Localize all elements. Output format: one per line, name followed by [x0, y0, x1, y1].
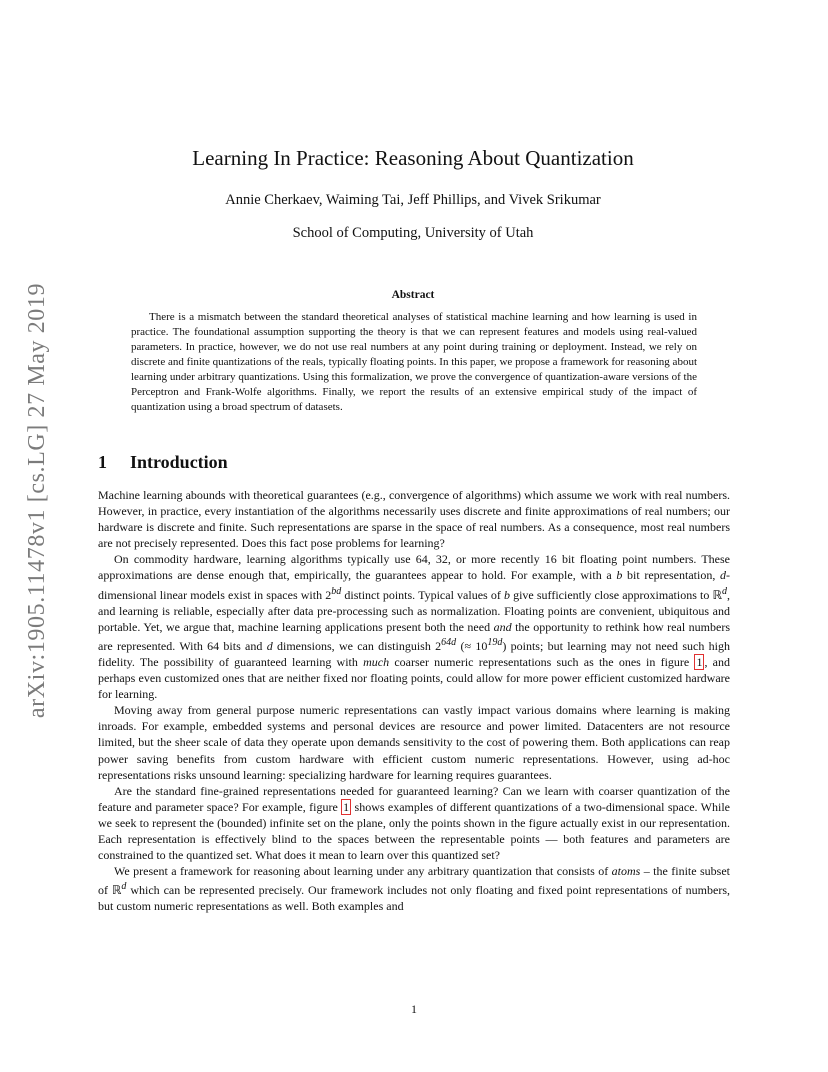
paragraph-1: Machine learning abounds with theoretical guarantees (e.g., convergence of algorithms) which assume we work with real numbers. However, in practice, every instantiation of the algorithms necessarily uses discrete and finite approximations of real numbers; our hardware is discrete and finite. Such representations are sparse in the space of real numbers. As a consequence, most real numbers are not precisely represented. Does this fact pose problems for learning? [98, 488, 730, 551]
section-heading [98, 452, 698, 473]
paragraph-2: On commodity hardware, learning algorithms typically use 64, 32, or more recently 16 bit floating point numbers. These approximations are dense enough that, empirically, the guarantees appear to hold. For example, with a b bit representation, d-dimensional linear models exist in spaces with $2^{bd}$ distinct points. Typical values of b give sufficiently close approximations to ℝ$^d$, and learning is reliable, especially after data pre-processing such as normalization. Floating points are convenient, ubiquitous and portable. Yet, we argue that, machine learning applications present both the need and the opportunity to rethink how real numbers are represented. With 64 bits and d dimensions, we can distinguish $2^{64d}$ (≈ $10^{19d}$) points; but learning may not need such high fidelity. The possibility of guaranteed learning with much coarser numeric representations such as the ones in figure 1 , and perhaps even customized ones that are neither fixed nor floating points, could allow for more power efficient customized hardware for learning. [98, 552, 731, 702]
section-number: 1 [98, 452, 107, 472]
figure-1-reference-link[interactable]: 1 [696, 654, 703, 669]
arxiv-identifier: arXiv:1905.11478v1 [cs.LG] 27 May 2019 [24, 282, 51, 718]
page-number: 1 [411, 1002, 417, 1016]
body-text [98, 487, 730, 914]
paragraph-4: Are the standard fine-grained representations needed for guaranteed learning? Can we learn with coarser quantization of the feature and parameter space? For example, figure 1 shows examples of different quantizations of a two-dimensional space. While we seek to represent the (bounded) infinite set on the plane, only the points shown in the figure actually exist in our representation. Each representation is effectively blind to the spaces between the representable points — both features and parameters are constrained to the quantized set. What does it mean to learn over this quantized set? [98, 783, 731, 863]
author-list: Annie Cherkaev, Waiming Tai, Jeff Phillips, and Vivek Srikumar [225, 192, 601, 208]
paragraph-3: Moving away from general purpose numeric representations can vastly impact various domains where learning is making inroads. For example, embedded systems and personal devices are resource and power limited. Datacenters are not resource limited, but the sheer scale of data they operate upon demands sensitivity to the cost of powering them. Both applications can reap power saving benefits from custom hardware with efficient custom numeric representations. However, using ad-hoc representations risks unsound learning: specializing hardware for learning requires guarantees. [98, 703, 730, 782]
paper-title: Learning In Practice: Reasoning About Quantization [192, 146, 634, 170]
affiliation: School of Computing, University of Utah [292, 225, 534, 241]
abstract-heading: Abstract [391, 289, 435, 301]
abstract-text: There is a mismatch between the standard theoretical analyses of statistical machine learning and how learning is used in practice. The foundational assumption supporting the theory is that we can represent features and models using real-valued parameters. In practice, however, we do not use real numbers at any point during training or deployment. Instead, we rely on discrete and finite quantizations of the reals, typically floating points. In this paper, we propose a framework for reasoning about learning under arbitrary quantizations. Using this formalization, we prove the convergence of quantization-aware versions of the Perceptron and Frank-Wolfe algorithms. Finally, we report the results of an extensive empirical study of the impact of quantization using a broad spectrum of datasets. [131, 311, 697, 413]
arxiv-watermark [16, 275, 60, 725]
figure-1-reference-link-2[interactable]: 1 [343, 799, 350, 814]
paragraph-5: We present a framework for reasoning about learning under any arbitrary quantization that consists of atoms – the finite subset of ℝ$^d$ which can be represented precisely. Our framework includes not only floating and fixed point representations of numbers, but custom numeric representations as well. Both examples and [98, 864, 730, 914]
section-title: Introduction [130, 452, 228, 472]
